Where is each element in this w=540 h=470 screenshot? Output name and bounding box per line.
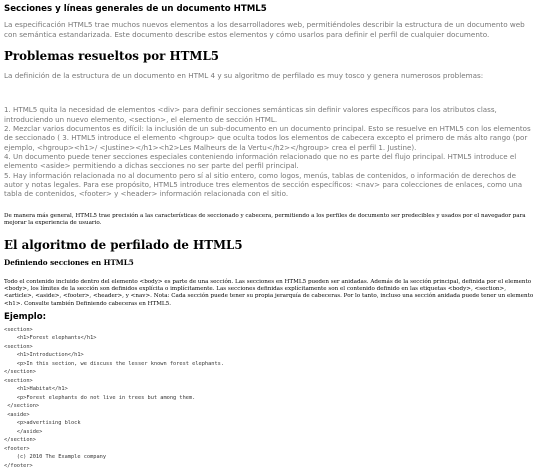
list-item: 2. Mezclar varios documentos es difícil: la inclusión de un sub-documento en un documento principal. Esto se resuelve en HTML5 con los elementos de seccionado ( 3. HTML5 introduce el elemento <hgroup> que oculta todos los elementos de cabecera excepto el primero de más alto rango (por ejemplo, <hgroup><h1>/ <Justine></h1><h2>Les Malheurs de la Vertu</h2></hgroup> crea el perfil 1. Justine).: [4, 123, 531, 152]
page-title: Secciones y líneas generales de un documento HTML5: [4, 4, 267, 14]
list-item: 4. Un documento puede tener secciones especiales conteniendo información relacionado que no es parte del flujo principal. HTML5 introduce el elemento <aside> permitiendo a dichas secciones no ser parte del perfil principal.: [4, 151, 517, 171]
summary-paragraph: De manera más general, HTML5 trae precisión a las características de seccionado y cabecera, permitiendo a los perfiles de documento ser predecibles y usados por el navegador para mejorar la experiencia de usuario.: [4, 212, 526, 227]
problems-lead: La definición de la estructura de un documento en HTML 4 y su algoritmo de perfilado es muy tosco y genera numerosos problemas:: [4, 71, 484, 81]
spacer: [4, 81, 536, 105]
example-label: Ejemplo:: [4, 312, 47, 322]
subheading-defining-sections: Definiendo secciones en HTML5: [4, 257, 134, 267]
list-item: 5. Hay información relacionada no al documento pero sí al sitio entero, como logos, menús, tablas de contenidos, o información de derechos de autor y notas legales. Para ese propósito, HTML5 introduce tres elementos de sección específicos: <nav> para colecciones de enlaces, como una tabla de contenidos, <footer> y <header> información relacionada con el sitio.: [4, 170, 523, 199]
section-heading-algorithm: El algoritmo de perfilado de HTML5: [4, 237, 243, 252]
section-heading-problems: Problemas resueltos por HTML5: [4, 49, 219, 64]
sections-body-paragraph: Todo el contenido incluido dentro del elemento <body> es parte de una sección. Las secciones en HTML5 pueden ser anidadas. Además de la sección principal, definida por el elemento <body>, los límites de la sección son definidos explícita o implícitamente. Las secciones definidas explícitamente son el contenido definido en las etiquetas <body>, <section>, <article>, <aside>, <footer>, <header>, y <nav>. Nota: Cada sección puede tener su propia jerarquía de cabeceras. Por lo tanto, incluso una sección anidada puede tener un elemento <h1>. Consulte también Definiendo cabeceras en HTML5.: [4, 278, 534, 307]
problems-list: [4, 105, 536, 199]
code-example: <section> <h1>Forest elephants</h1> <section> <h1>Introduction</h1> <p>In this section, we discuss the lesser known forest elephants. </section> <section> <h1>Habitat</h1> <p>Forest elephants do not live in trees but among them. </section> <aside> <p>advertising block </aside> </section> <footer> (c) 2010 The Example company </footer>: [4, 327, 225, 469]
intro-paragraph: La especificación HTML5 trae muchos nuevos elementos a los desarrolladores web, permitiéndoles describir la estructura de un documento web con semántica estandarizada. Este documento describe estos elementos y cómo usarlos para definir el perfil de cualquier documento.: [4, 20, 525, 39]
list-item: 1. HTML5 quita la necesidad de elementos <div> para definir secciones semánticas sin definir valores específicos para los atributos class, introduciendo un nuevo elemento, <section>, el elemento de sección HTML.: [4, 105, 497, 124]
